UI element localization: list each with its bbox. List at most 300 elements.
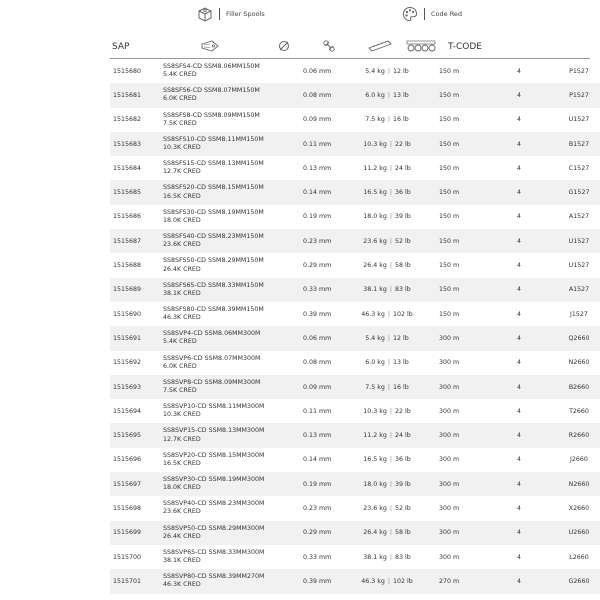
cell-description — [163, 423, 303, 447]
table-row — [110, 545, 600, 569]
cell-weight — [351, 351, 423, 375]
cell-quantity: 4 — [516, 334, 521, 342]
cell-tcode: U1527 — [568, 116, 590, 124]
cell-weight — [351, 375, 423, 399]
weight-kg: 26.4 kg — [363, 529, 387, 537]
cell-description — [163, 229, 303, 253]
cell-quantity: 4 — [516, 140, 521, 148]
description-line-1: SS8SFS30-CD SSM8.19MM150M — [163, 208, 264, 216]
cell-sap: 1515697 — [113, 480, 142, 488]
cell-length: 150 m — [439, 164, 460, 172]
weight-separator: | — [387, 529, 395, 537]
weight-separator: | — [385, 577, 392, 585]
column-header-sap: SAP — [112, 42, 130, 52]
description-line-2: 7.5K CRED — [163, 119, 197, 127]
cell-length: 150 m — [439, 91, 460, 99]
tag-label-icon — [201, 40, 219, 55]
description-line-2: 26.4K CRED — [163, 265, 201, 273]
weight-lb: 13 lb — [393, 359, 409, 367]
cell-description — [163, 472, 303, 496]
cell-length: 300 m — [439, 529, 460, 537]
description-line-1: SS8SFS50-CD SSM8.29MM150M — [163, 257, 264, 265]
cell-sap: 1515692 — [113, 359, 142, 367]
weight-kg: 10.3 kg — [363, 140, 387, 148]
description-line-2: 23.6K CRED — [163, 241, 201, 249]
cell-diameter: 0.14 mm — [303, 189, 332, 197]
weight-separator: | — [387, 456, 395, 464]
column-header-weight — [317, 36, 341, 58]
cell-length: 300 m — [439, 456, 460, 464]
cell-sap: 1515694 — [113, 407, 142, 415]
table-row — [110, 326, 600, 350]
cell-description — [163, 132, 303, 156]
table-row — [110, 83, 600, 107]
cell-diameter: 0.23 mm — [303, 504, 332, 512]
weight-kg: 26.4 kg — [363, 262, 387, 270]
weight-separator: | — [387, 164, 395, 172]
weight-separator: | — [387, 189, 395, 197]
cell-sap: 1515681 — [113, 91, 142, 99]
table-row — [110, 569, 600, 593]
cell-diameter: 0.08 mm — [303, 91, 332, 99]
description-line-2: 46.3K CRED — [163, 581, 201, 589]
description-line-1: SS8SFS6-CD SSM8.07MM150M — [163, 87, 260, 95]
description-line-1: SS8SFS20-CD SSM8.15MM150M — [163, 184, 264, 192]
weight-lb: 12 lb — [393, 67, 409, 75]
weight-lb: 22 lb — [395, 140, 411, 148]
cell-quantity: 4 — [516, 504, 521, 512]
cell-description — [163, 108, 303, 132]
cell-sap: 1515689 — [113, 286, 142, 294]
weight-lb: 24 lb — [395, 164, 411, 172]
cell-tcode: B1527 — [568, 140, 590, 148]
cell-weight — [351, 253, 423, 277]
table-row — [110, 132, 600, 156]
cell-diameter: 0.14 mm — [303, 456, 332, 464]
weight-icon — [322, 39, 336, 56]
description-line-1: SS8SFS65-CD SSM8.33MM150M — [163, 281, 264, 289]
cell-quantity: 4 — [516, 553, 521, 561]
description-line-1: SS8SVP65-CD SSM8.33MM300M — [163, 548, 265, 556]
code-red-badge — [402, 6, 462, 22]
table-row — [110, 59, 600, 83]
cell-description — [163, 326, 303, 350]
cell-diameter: 0.29 mm — [303, 529, 332, 537]
description-line-1: SS8SVP10-CD SSM8.11MM300M — [163, 403, 265, 411]
table-row — [110, 108, 600, 132]
cell-length: 150 m — [439, 237, 460, 245]
cell-sap: 1515699 — [113, 529, 142, 537]
description-line-2: 18.0K CRED — [163, 484, 201, 492]
description-line-2: 10.3K CRED — [163, 144, 201, 152]
cell-tcode: T2660 — [569, 407, 589, 415]
description-line-1: SS8SFS10-CD SSM8.11MM150M — [163, 135, 264, 143]
weight-lb: 36 lb — [395, 189, 411, 197]
weight-separator: | — [387, 480, 395, 488]
table-row — [110, 496, 600, 520]
table-row — [110, 375, 600, 399]
cell-sap: 1515696 — [113, 456, 142, 464]
diameter-icon — [278, 40, 290, 55]
cell-quantity: 4 — [516, 383, 521, 391]
cell-diameter: 0.33 mm — [303, 553, 332, 561]
description-line-2: 6.0K CRED — [163, 362, 197, 370]
weight-kg: 23.6 kg — [363, 237, 387, 245]
weight-kg: 6.0 kg — [365, 359, 385, 367]
cell-tcode: B2660 — [568, 383, 590, 391]
description-line-2: 16.5K CRED — [163, 192, 201, 200]
cell-description — [163, 569, 303, 593]
cell-diameter: 0.19 mm — [303, 213, 332, 221]
cell-diameter: 0.23 mm — [303, 237, 332, 245]
cell-description — [163, 496, 303, 520]
cell-weight — [351, 229, 423, 253]
weight-lb: 58 lb — [395, 529, 411, 537]
cell-quantity: 4 — [516, 577, 521, 585]
description-line-1: SS8SVP20-CD SSM8.15MM300M — [163, 451, 265, 459]
weight-separator: | — [385, 91, 393, 99]
table-row — [110, 423, 600, 447]
cell-weight — [351, 399, 423, 423]
cell-tcode: P1527 — [569, 67, 589, 75]
cell-sap: 1515688 — [113, 262, 142, 270]
description-line-1: SS8SVP15-CD SSM8.13MM300M — [163, 427, 265, 435]
cell-tcode: P1527 — [569, 91, 589, 99]
description-line-1: SS8SVP40-CD SSM8.23MM300M — [163, 500, 265, 508]
cell-quantity: 4 — [516, 407, 521, 415]
cell-quantity: 4 — [516, 91, 521, 99]
spools-table — [110, 59, 600, 594]
cell-diameter: 0.08 mm — [303, 359, 332, 367]
cell-tcode: A1527 — [568, 213, 590, 221]
description-line-2: 5.4K CRED — [163, 71, 197, 79]
cell-quantity: 4 — [516, 237, 521, 245]
cell-diameter: 0.06 mm — [303, 334, 332, 342]
weight-separator: | — [387, 553, 395, 561]
cell-sap: 1515683 — [113, 140, 142, 148]
ruler-length-icon — [368, 40, 392, 55]
description-line-1: SS8SFS15-CD SSM8.13MM150M — [163, 160, 264, 168]
cell-tcode: J2660 — [570, 456, 588, 464]
spools-table-body — [110, 59, 600, 594]
cell-length: 150 m — [439, 189, 460, 197]
table-row — [110, 253, 600, 277]
cell-quantity: 4 — [516, 359, 521, 367]
cell-description — [163, 59, 303, 83]
cell-tcode: C1527 — [568, 164, 590, 172]
weight-kg: 11.2 kg — [363, 432, 387, 440]
weight-separator: | — [385, 67, 393, 75]
table-row — [110, 156, 600, 180]
weight-lb: 12 lb — [393, 334, 409, 342]
description-line-1: SS8SFS8-CD SSM8.09MM150M — [163, 111, 260, 119]
weight-separator: | — [385, 310, 392, 318]
weight-separator: | — [387, 237, 395, 245]
cell-tcode: Q2660 — [568, 334, 590, 342]
cell-sap: 1515686 — [113, 213, 142, 221]
cell-length: 150 m — [439, 310, 460, 318]
cell-weight — [351, 496, 423, 520]
description-line-2: 6.0K CRED — [163, 95, 197, 103]
cell-length: 300 m — [439, 359, 460, 367]
cell-quantity: 4 — [516, 213, 521, 221]
cell-description — [163, 253, 303, 277]
spool-box-icon — [197, 6, 213, 22]
description-line-2: 26.4K CRED — [163, 532, 201, 540]
cell-diameter: 0.39 mm — [303, 310, 332, 318]
cell-description — [163, 180, 303, 204]
cell-description — [163, 351, 303, 375]
cell-sap: 1515693 — [113, 383, 142, 391]
weight-kg: 16.5 kg — [363, 189, 387, 197]
weight-lb: 39 lb — [395, 213, 411, 221]
cell-description — [163, 545, 303, 569]
description-line-1: SS8SFS4-CD SSM8.06MM150M — [163, 62, 260, 70]
cell-description — [163, 448, 303, 472]
cell-diameter: 0.11 mm — [303, 140, 332, 148]
column-header-length — [366, 36, 394, 58]
cell-diameter: 0.13 mm — [303, 164, 332, 172]
cell-quantity: 4 — [516, 116, 521, 124]
cell-tcode: U2660 — [568, 529, 590, 537]
table-row — [110, 448, 600, 472]
cell-weight — [351, 83, 423, 107]
badge-separator — [219, 8, 220, 20]
weight-separator: | — [387, 432, 395, 440]
cell-weight — [351, 205, 423, 229]
description-line-1: SS8SVP4-CD SSM8.06MM300M — [163, 330, 261, 338]
weight-kg: 46.3 kg — [361, 310, 385, 318]
description-line-1: SS8SVP50-CD SSM8.29MM300M — [163, 524, 265, 532]
badge-separator — [424, 8, 425, 20]
cell-tcode: G1527 — [568, 189, 590, 197]
cell-length: 300 m — [439, 334, 460, 342]
cell-length: 150 m — [439, 262, 460, 270]
weight-separator: | — [385, 116, 393, 124]
weight-separator: | — [385, 359, 393, 367]
weight-kg: 5.4 kg — [365, 67, 385, 75]
cell-tcode: L2660 — [569, 553, 589, 561]
cell-tcode: J1527 — [570, 310, 588, 318]
table-row — [110, 472, 600, 496]
cell-length: 300 m — [439, 480, 460, 488]
description-line-1: SS8SFS80-CD SSM8.39MM150M — [163, 305, 264, 313]
cell-length: 150 m — [439, 116, 460, 124]
cell-length: 300 m — [439, 504, 460, 512]
description-line-2: 7.5K CRED — [163, 387, 197, 394]
weight-kg: 16.5 kg — [363, 456, 387, 464]
table-header — [0, 36, 600, 58]
cell-quantity: 4 — [516, 432, 521, 440]
description-line-2: 46.3K CRED — [163, 314, 201, 322]
cell-diameter: 0.09 mm — [303, 383, 332, 391]
cell-quantity: 4 — [516, 529, 521, 537]
cell-sap: 1515684 — [113, 164, 142, 172]
cell-quantity: 4 — [516, 286, 521, 294]
cell-length: 300 m — [439, 553, 460, 561]
cell-sap: 1515690 — [113, 310, 142, 318]
cell-description — [163, 156, 303, 180]
cell-weight — [351, 423, 423, 447]
weight-lb: 22 lb — [395, 407, 411, 415]
filler-spools-badge — [197, 6, 265, 22]
table-row — [110, 205, 600, 229]
cell-length: 150 m — [439, 67, 460, 75]
cell-quantity: 4 — [516, 456, 521, 464]
description-line-1: SS8SVP8-CD SSM8.09MM300M — [163, 378, 261, 386]
cell-quantity: 4 — [516, 480, 521, 488]
cell-diameter: 0.39 mm — [303, 577, 332, 585]
weight-kg: 46.3 kg — [361, 577, 385, 585]
table-row — [110, 180, 600, 204]
cell-weight — [351, 59, 423, 83]
cell-description — [163, 521, 303, 545]
cell-sap: 1515680 — [113, 67, 142, 75]
weight-kg: 6.0 kg — [365, 91, 385, 99]
weight-lb: 16 lb — [393, 116, 409, 124]
cell-length: 270 m — [439, 577, 460, 585]
weight-separator: | — [387, 504, 395, 512]
color-palette-icon — [402, 6, 418, 22]
cell-description — [163, 278, 303, 302]
weight-lb: 83 lb — [395, 286, 411, 294]
cell-weight — [351, 278, 423, 302]
column-header-diameter — [272, 36, 296, 58]
cell-tcode: R2660 — [568, 432, 590, 440]
cell-tcode: A1527 — [568, 286, 590, 294]
cell-tcode: U1527 — [568, 237, 590, 245]
cell-sap: 1515695 — [113, 432, 142, 440]
weight-kg: 10.3 kg — [363, 407, 387, 415]
table-row — [110, 521, 600, 545]
cell-description — [163, 205, 303, 229]
code-red-label: Code Red — [431, 10, 463, 18]
weight-kg: 11.2 kg — [363, 164, 387, 172]
cell-weight — [351, 521, 423, 545]
cell-diameter: 0.06 mm — [303, 67, 332, 75]
weight-kg: 18.0 kg — [363, 480, 387, 488]
cell-weight — [351, 108, 423, 132]
cell-sap: 1515700 — [113, 553, 142, 561]
description-line-1: SS8SFS40-CD SSM8.23MM150M — [163, 233, 264, 241]
cell-length: 300 m — [439, 383, 460, 391]
cell-diameter: 0.13 mm — [303, 432, 332, 440]
column-header-quantity — [404, 36, 438, 58]
table-row — [110, 399, 600, 423]
weight-kg: 38.1 kg — [363, 286, 387, 294]
cell-description — [163, 83, 303, 107]
description-line-2: 12.7K CRED — [163, 168, 201, 176]
cell-length: 150 m — [439, 213, 460, 221]
cell-sap: 1515687 — [113, 237, 142, 245]
weight-lb: 16 lb — [393, 383, 409, 391]
pack-quantity-icon — [406, 40, 436, 55]
weight-kg: 18.0 kg — [363, 213, 387, 221]
cell-length: 150 m — [439, 140, 460, 148]
cell-weight — [351, 132, 423, 156]
cell-diameter: 0.09 mm — [303, 116, 332, 124]
cell-tcode: N2660 — [568, 359, 590, 367]
weight-separator: | — [387, 407, 395, 415]
cell-length: 300 m — [439, 407, 460, 415]
cell-quantity: 4 — [516, 164, 521, 172]
weight-lb: 83 lb — [395, 553, 411, 561]
weight-kg: 38.1 kg — [363, 553, 387, 561]
cell-sap: 1515701 — [113, 577, 142, 585]
description-line-1: SS8SVP30-CD SSM8.19MM300M — [163, 475, 265, 483]
cell-diameter: 0.19 mm — [303, 480, 332, 488]
table-row — [110, 278, 600, 302]
weight-separator: | — [387, 213, 395, 221]
cell-description — [163, 375, 303, 399]
cell-weight — [351, 180, 423, 204]
cell-diameter: 0.29 mm — [303, 262, 332, 270]
table-row — [110, 302, 600, 326]
weight-separator: | — [387, 262, 395, 270]
weight-separator: | — [385, 383, 393, 391]
cell-quantity: 4 — [516, 189, 521, 197]
description-line-1: SS8SVP80-CD SSM8.39MM270M — [163, 573, 265, 581]
cell-sap: 1515691 — [113, 334, 142, 342]
cell-weight — [351, 569, 423, 593]
cell-diameter: 0.11 mm — [303, 407, 332, 415]
cell-quantity: 4 — [516, 262, 521, 270]
cell-tcode: G2660 — [568, 577, 590, 585]
description-line-2: 23.6K CRED — [163, 508, 201, 516]
cell-length: 150 m — [439, 286, 460, 294]
weight-kg: 5.4 kg — [365, 334, 385, 342]
weight-lb: 102 lb — [393, 310, 413, 318]
top-badges — [0, 6, 600, 28]
cell-sap: 1515682 — [113, 116, 142, 124]
cell-tcode: N2660 — [568, 480, 590, 488]
weight-lb: 36 lb — [395, 456, 411, 464]
description-line-2: 5.4K CRED — [163, 338, 197, 346]
cell-tcode: U1527 — [568, 262, 590, 270]
weight-lb: 102 lb — [393, 577, 413, 585]
description-line-2: 12.7K CRED — [163, 435, 201, 443]
cell-weight — [351, 326, 423, 350]
weight-separator: | — [387, 286, 395, 294]
cell-diameter: 0.33 mm — [303, 286, 332, 294]
table-row — [110, 351, 600, 375]
weight-lb: 52 lb — [395, 504, 411, 512]
table-row — [110, 229, 600, 253]
cell-weight — [351, 545, 423, 569]
weight-lb: 52 lb — [395, 237, 411, 245]
weight-lb: 24 lb — [395, 432, 411, 440]
weight-kg: 23.6 kg — [363, 504, 387, 512]
cell-weight — [351, 472, 423, 496]
cell-sap: 1515685 — [113, 189, 142, 197]
column-header-tcode: T-CODE — [448, 42, 482, 52]
weight-kg: 7.5 kg — [365, 383, 385, 391]
weight-lb: 39 lb — [395, 480, 411, 488]
cell-quantity: 4 — [516, 310, 521, 318]
cell-description — [163, 302, 303, 326]
description-line-1: SS8SVP6-CD SSM8.07MM300M — [163, 354, 261, 362]
column-header-description — [195, 36, 225, 58]
weight-separator: | — [387, 140, 395, 148]
cell-weight — [351, 156, 423, 180]
description-line-2: 38.1K CRED — [163, 557, 201, 565]
cell-description — [163, 399, 303, 423]
cell-tcode: X2660 — [568, 504, 590, 512]
cell-length: 300 m — [439, 432, 460, 440]
description-line-2: 18.0K CRED — [163, 216, 201, 224]
cell-sap: 1515698 — [113, 504, 142, 512]
description-line-2: 10.3K CRED — [163, 411, 201, 419]
